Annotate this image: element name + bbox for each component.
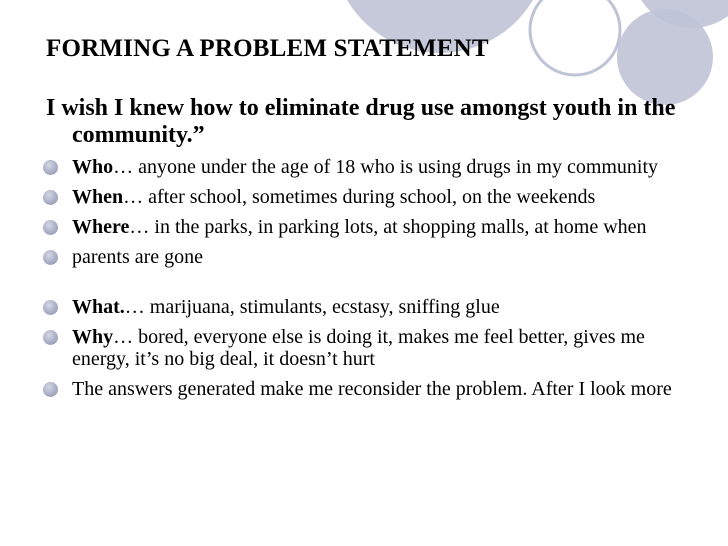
bullet-text: parents are gone <box>72 246 204 268</box>
list-item-parents <box>0 246 692 268</box>
list-item-where <box>0 216 692 238</box>
list-item-when <box>0 186 692 208</box>
bullet-list <box>0 156 728 400</box>
bullet-text: … in the parks, in parking lots, at shopping malls, at home when <box>129 216 647 238</box>
bullet-icon <box>43 330 58 345</box>
list-item-why <box>0 326 692 370</box>
slide-title: FORMING A PROBLEM STATEMENT <box>46 35 489 62</box>
list-item-answers <box>0 378 692 400</box>
bullet-label: Why <box>72 326 114 348</box>
bullet-text: The answers generated make me reconsider the problem. After I look more <box>72 378 672 400</box>
intro-statement: I wish I knew how to eliminate drug use amongst youth in the community.” <box>46 95 676 148</box>
bullet-icon <box>43 300 58 315</box>
bullet-icon <box>43 160 58 175</box>
list-item-who <box>0 156 692 178</box>
bullet-icon <box>43 190 58 205</box>
bullet-text: … marijuana, stimulants, ecstasy, sniffing glue <box>124 296 500 318</box>
bullet-label: Who <box>72 156 114 178</box>
bullet-label: Where <box>72 216 130 238</box>
deco-circle-2 <box>530 0 620 75</box>
bullet-icon <box>43 382 58 397</box>
bullet-label: When <box>72 186 124 208</box>
bullet-text: … anyone under the age of 18 who is using drugs in my community <box>113 156 659 178</box>
bullet-icon <box>43 220 58 235</box>
bullet-text: … after school, sometimes during school, on the weekends <box>123 186 596 208</box>
bullet-text: … bored, everyone else is doing it, makes me feel better, gives me energy, it’s no big deal, it doesn’t hurt <box>72 326 645 370</box>
bullet-label: What. <box>72 296 125 318</box>
list-item-what <box>0 296 692 318</box>
bullet-icon <box>43 250 58 265</box>
